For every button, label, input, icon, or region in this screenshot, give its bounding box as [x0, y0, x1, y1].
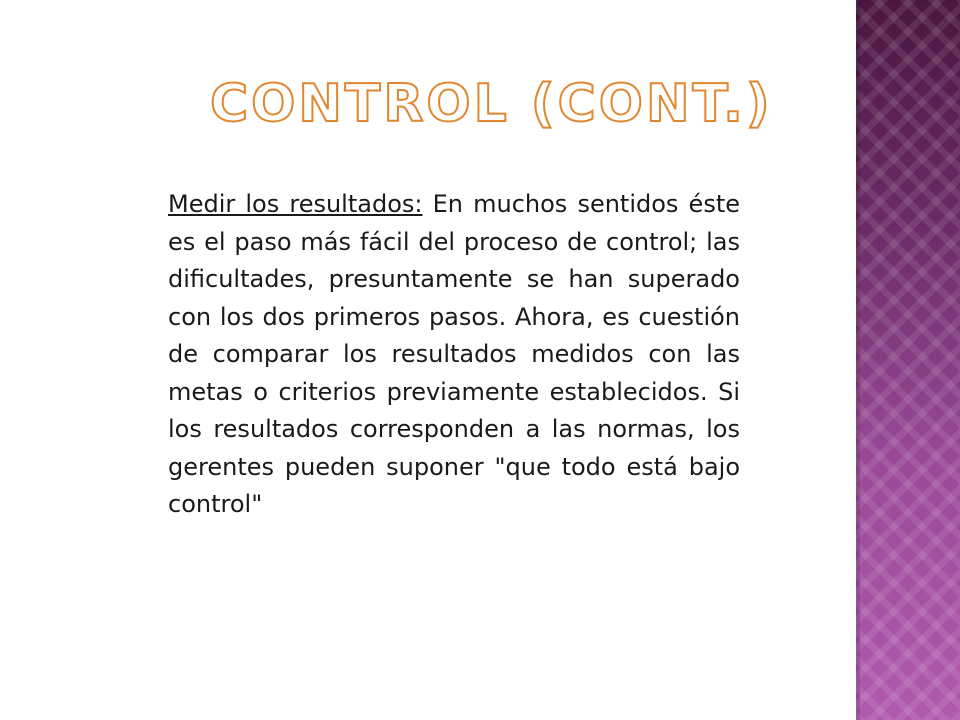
term-label: Medir los resultados:	[168, 190, 423, 218]
decorative-side-panel	[856, 0, 960, 720]
slide-title: CONTROL (CONT.)	[210, 74, 773, 134]
side-panel-edge	[856, 0, 860, 720]
body-text: En muchos sentidos éste es el paso más fácil del proceso de control; las dificultades, presuntamente se han superado con los dos primeros pasos. Ahora, es cuestión de comparar los resultados medidos con las metas o criterios previamente establecidos. Si los resultados corresponden a las normas, los gerentes pueden suponer "que todo está bajo control"	[168, 190, 741, 518]
body-paragraph	[168, 186, 740, 524]
